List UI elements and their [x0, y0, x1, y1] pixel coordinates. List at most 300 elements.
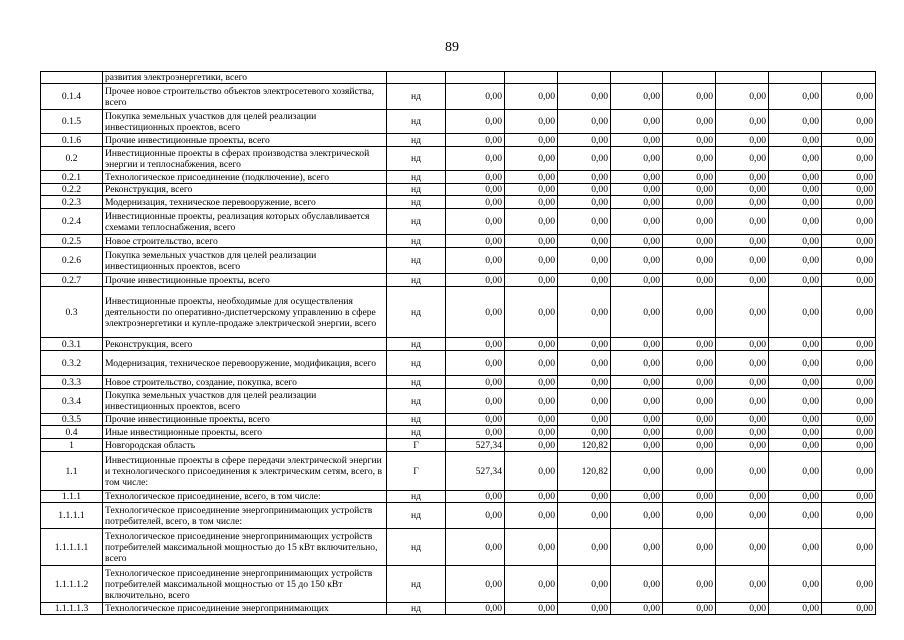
row-code-cell: 0.3.2: [41, 351, 103, 376]
row-value-cell: 0,00: [558, 529, 611, 566]
row-name-cell: Модернизация, техническое перевооружение, всего: [103, 196, 387, 209]
row-value-cell: 0,00: [822, 426, 876, 439]
row-value-cell: 0,00: [446, 184, 505, 196]
row-value-cell: [505, 72, 558, 84]
row-unit-cell: нд: [387, 84, 446, 110]
row-value-cell: 0,00: [611, 84, 663, 110]
row-name-cell: Инвестиционные проекты в сфере передачи электрической энергии и технологического присоединения к электрическим сетям, всего, в том числе:: [103, 452, 387, 491]
row-code-cell: 0.1.6: [41, 134, 103, 147]
row-code-cell: 1: [41, 439, 103, 452]
row-value-cell: 0,00: [505, 491, 558, 503]
row-value-cell: 0,00: [558, 414, 611, 426]
row-value-cell: 0,00: [769, 566, 822, 603]
row-unit-cell: нд: [387, 134, 446, 147]
row-value-cell: 0,00: [822, 248, 876, 274]
row-code-cell: 0.2: [41, 147, 103, 171]
row-unit-cell: нд: [387, 351, 446, 376]
row-value-cell: 527,34: [446, 452, 505, 491]
row-value-cell: 0,00: [505, 196, 558, 209]
row-value-cell: 0,00: [769, 209, 822, 235]
row-code-cell: 0.3.4: [41, 389, 103, 414]
row-name-cell: Технологическое присоединение энергопринимающих устройств потребителей, всего, в том числе:: [103, 503, 387, 529]
row-value-cell: 0,00: [505, 209, 558, 235]
row-value-cell: 0,00: [446, 274, 505, 287]
row-code-cell: 0.3.5: [41, 414, 103, 426]
row-value-cell: 0,00: [558, 84, 611, 110]
row-value-cell: 0,00: [822, 171, 876, 184]
row-value-cell: 0,00: [663, 503, 716, 529]
row-unit-cell: нд: [387, 248, 446, 274]
row-name-cell: Новое строительство, всего: [103, 235, 387, 248]
row-value-cell: 0,00: [558, 287, 611, 338]
row-value-cell: 0,00: [505, 351, 558, 376]
row-value-cell: 0,00: [558, 338, 611, 351]
row-name-cell: Покупка земельных участков для целей реализации инвестиционных проектов, всего: [103, 110, 387, 134]
row-code-cell: 0.1.4: [41, 84, 103, 110]
row-value-cell: 0,00: [822, 603, 876, 615]
row-value-cell: 0,00: [716, 235, 769, 248]
row-value-cell: 0,00: [769, 287, 822, 338]
row-value-cell: 0,00: [769, 248, 822, 274]
row-value-cell: 0,00: [446, 338, 505, 351]
row-value-cell: 0,00: [611, 184, 663, 196]
row-value-cell: 0,00: [769, 184, 822, 196]
row-value-cell: 0,00: [716, 338, 769, 351]
row-value-cell: 0,00: [769, 491, 822, 503]
row-value-cell: 0,00: [716, 566, 769, 603]
row-value-cell: 0,00: [611, 196, 663, 209]
row-value-cell: 0,00: [822, 376, 876, 389]
row-value-cell: [769, 72, 822, 84]
table-row: [41, 84, 876, 110]
row-value-cell: 0,00: [611, 389, 663, 414]
row-code-cell: 0.3.3: [41, 376, 103, 389]
row-value-cell: 0,00: [558, 603, 611, 615]
row-name-cell: Технологическое присоединение, всего, в том числе:: [103, 491, 387, 503]
table-row: [41, 452, 876, 491]
row-code-cell: 0.2.3: [41, 196, 103, 209]
row-code-cell: 1.1.1.1.3: [41, 603, 103, 615]
row-value-cell: 0,00: [822, 147, 876, 171]
table-row: [41, 235, 876, 248]
table-row: [41, 184, 876, 196]
row-value-cell: 0,00: [822, 84, 876, 110]
row-value-cell: 0,00: [769, 110, 822, 134]
page-number: 89: [445, 40, 459, 55]
row-name-cell: Технологическое присоединение энергопринимающих устройств потребителей максимальной мощностью от 15 до 150 кВт включительно, всего: [103, 566, 387, 603]
row-value-cell: 0,00: [769, 503, 822, 529]
row-value-cell: 0,00: [505, 147, 558, 171]
row-value-cell: 0,00: [611, 503, 663, 529]
row-value-cell: 0,00: [611, 134, 663, 147]
row-value-cell: 0,00: [822, 503, 876, 529]
table-row: [41, 376, 876, 389]
row-value-cell: 0,00: [446, 134, 505, 147]
row-value-cell: 0,00: [446, 426, 505, 439]
row-value-cell: [716, 72, 769, 84]
row-value-cell: 0,00: [716, 184, 769, 196]
row-code-cell: 0.2.4: [41, 209, 103, 235]
row-value-cell: 0,00: [769, 452, 822, 491]
row-value-cell: 0,00: [446, 529, 505, 566]
row-code-cell: 0.2.6: [41, 248, 103, 274]
row-value-cell: 0,00: [822, 196, 876, 209]
row-value-cell: 0,00: [505, 503, 558, 529]
row-value-cell: 0,00: [558, 491, 611, 503]
row-value-cell: 0,00: [822, 439, 876, 452]
row-code-cell: 0.3: [41, 287, 103, 338]
row-value-cell: 0,00: [558, 351, 611, 376]
row-unit-cell: нд: [387, 110, 446, 134]
row-value-cell: 120,82: [558, 452, 611, 491]
row-value-cell: 0,00: [769, 389, 822, 414]
row-value-cell: 0,00: [663, 426, 716, 439]
row-name-cell: Покупка земельных участков для целей реализации инвестиционных проектов, всего: [103, 389, 387, 414]
row-unit-cell: нд: [387, 491, 446, 503]
row-name-cell: Модернизация, техническое перевооружение, модификация, всего: [103, 351, 387, 376]
row-value-cell: 0,00: [716, 248, 769, 274]
row-unit-cell: Г: [387, 452, 446, 491]
row-value-cell: 0,00: [611, 439, 663, 452]
row-value-cell: 0,00: [822, 184, 876, 196]
row-value-cell: 0,00: [611, 171, 663, 184]
table-body: [41, 72, 876, 615]
row-value-cell: 0,00: [663, 209, 716, 235]
row-unit-cell: нд: [387, 171, 446, 184]
table-row: [41, 351, 876, 376]
row-unit-cell: нд: [387, 389, 446, 414]
row-value-cell: 0,00: [822, 351, 876, 376]
row-name-cell: Прочие инвестиционные проекты, всего: [103, 134, 387, 147]
row-code-cell: 1.1: [41, 452, 103, 491]
row-value-cell: 0,00: [611, 452, 663, 491]
row-value-cell: 0,00: [446, 84, 505, 110]
row-value-cell: 0,00: [769, 274, 822, 287]
row-value-cell: 0,00: [558, 209, 611, 235]
row-value-cell: 0,00: [505, 274, 558, 287]
row-value-cell: 0,00: [446, 351, 505, 376]
row-value-cell: 0,00: [769, 376, 822, 389]
row-value-cell: 0,00: [663, 414, 716, 426]
row-value-cell: 0,00: [505, 287, 558, 338]
row-value-cell: 0,00: [663, 196, 716, 209]
row-value-cell: 0,00: [663, 134, 716, 147]
row-value-cell: 0,00: [505, 134, 558, 147]
row-name-cell: развития электроэнергетики, всего: [103, 72, 387, 84]
row-value-cell: 0,00: [716, 414, 769, 426]
row-value-cell: 0,00: [558, 389, 611, 414]
row-name-cell: Новое строительство, создание, покупка, всего: [103, 376, 387, 389]
row-value-cell: 0,00: [822, 566, 876, 603]
row-value-cell: 0,00: [446, 196, 505, 209]
row-value-cell: 0,00: [769, 171, 822, 184]
row-value-cell: 0,00: [611, 110, 663, 134]
row-value-cell: 0,00: [663, 110, 716, 134]
row-value-cell: 0,00: [769, 134, 822, 147]
row-value-cell: 0,00: [611, 274, 663, 287]
row-value-cell: 0,00: [769, 235, 822, 248]
row-value-cell: 0,00: [663, 351, 716, 376]
row-unit-cell: нд: [387, 529, 446, 566]
row-unit-cell: [387, 72, 446, 84]
row-value-cell: 0,00: [446, 376, 505, 389]
row-value-cell: 0,00: [446, 491, 505, 503]
row-value-cell: 0,00: [446, 235, 505, 248]
row-unit-cell: нд: [387, 287, 446, 338]
row-unit-cell: нд: [387, 566, 446, 603]
row-value-cell: 0,00: [716, 603, 769, 615]
row-value-cell: 0,00: [769, 84, 822, 110]
row-value-cell: 0,00: [663, 389, 716, 414]
row-value-cell: 0,00: [716, 491, 769, 503]
table-row: [41, 72, 876, 84]
row-value-cell: 0,00: [716, 196, 769, 209]
row-code-cell: 1.1.1.1.1: [41, 529, 103, 566]
row-value-cell: 0,00: [505, 235, 558, 248]
table-row: [41, 171, 876, 184]
row-value-cell: 0,00: [446, 248, 505, 274]
row-value-cell: 0,00: [716, 274, 769, 287]
table-row: [41, 287, 876, 338]
row-value-cell: 0,00: [558, 184, 611, 196]
row-value-cell: 0,00: [558, 248, 611, 274]
row-value-cell: 0,00: [611, 566, 663, 603]
row-value-cell: [558, 72, 611, 84]
row-name-cell: Инвестиционные проекты, необходимые для осуществления деятельности по оперативно-диспетчерскому управлению в сфере электроэнергетики и купле-продаже электрической энергии, всего: [103, 287, 387, 338]
row-name-cell: Инвестиционные проекты в сферах производства электрической энергии и теплоснабжения, всего: [103, 147, 387, 171]
row-code-cell: 0.2.2: [41, 184, 103, 196]
row-value-cell: 0,00: [663, 274, 716, 287]
row-value-cell: 0,00: [611, 338, 663, 351]
row-value-cell: 0,00: [716, 209, 769, 235]
row-value-cell: 0,00: [446, 414, 505, 426]
row-code-cell: 0.4: [41, 426, 103, 439]
row-value-cell: 0,00: [769, 439, 822, 452]
row-value-cell: 0,00: [663, 235, 716, 248]
row-value-cell: 0,00: [663, 376, 716, 389]
row-value-cell: 0,00: [716, 439, 769, 452]
table-row: [41, 110, 876, 134]
table-row: [41, 414, 876, 426]
row-value-cell: 0,00: [822, 209, 876, 235]
row-name-cell: Прочее новое строительство объектов электросетевого хозяйства, всего: [103, 84, 387, 110]
row-code-cell: 1.1.1.1: [41, 503, 103, 529]
table-row: [41, 603, 876, 615]
row-value-cell: 120,82: [558, 439, 611, 452]
row-value-cell: 0,00: [716, 376, 769, 389]
investment-table: [40, 71, 876, 615]
row-value-cell: 0,00: [716, 147, 769, 171]
row-value-cell: 0,00: [558, 235, 611, 248]
row-value-cell: 0,00: [558, 566, 611, 603]
row-value-cell: 0,00: [663, 529, 716, 566]
row-value-cell: 0,00: [663, 248, 716, 274]
row-value-cell: 0,00: [663, 439, 716, 452]
table-row: [41, 338, 876, 351]
row-value-cell: 0,00: [822, 274, 876, 287]
table-row: [41, 248, 876, 274]
row-value-cell: 0,00: [505, 566, 558, 603]
row-value-cell: 0,00: [663, 171, 716, 184]
row-value-cell: 0,00: [558, 376, 611, 389]
row-value-cell: 0,00: [505, 389, 558, 414]
row-code-cell: 0.2.1: [41, 171, 103, 184]
row-value-cell: 0,00: [822, 134, 876, 147]
table-row: [41, 529, 876, 566]
row-value-cell: 0,00: [716, 287, 769, 338]
row-value-cell: 0,00: [611, 603, 663, 615]
row-name-cell: Технологическое присоединение энергопринимающих устройств потребителей максимальной мощностью до 15 кВт включительно, всего: [103, 529, 387, 566]
row-value-cell: 0,00: [611, 235, 663, 248]
row-value-cell: 0,00: [558, 110, 611, 134]
row-value-cell: 0,00: [611, 426, 663, 439]
row-name-cell: Технологическое присоединение (подключение), всего: [103, 171, 387, 184]
row-name-cell: Иные инвестиционные проекты, всего: [103, 426, 387, 439]
row-value-cell: 0,00: [558, 134, 611, 147]
row-value-cell: 0,00: [446, 209, 505, 235]
row-code-cell: 0.3.1: [41, 338, 103, 351]
row-value-cell: 0,00: [716, 134, 769, 147]
row-name-cell: Покупка земельных участков для целей реализации инвестиционных проектов, всего: [103, 248, 387, 274]
table-row: [41, 491, 876, 503]
row-value-cell: 0,00: [611, 287, 663, 338]
row-unit-cell: нд: [387, 338, 446, 351]
row-code-cell: [41, 72, 103, 84]
row-value-cell: 0,00: [558, 426, 611, 439]
row-value-cell: 0,00: [446, 389, 505, 414]
row-name-cell: Реконструкция, всего: [103, 184, 387, 196]
row-value-cell: 0,00: [505, 529, 558, 566]
row-value-cell: 527,34: [446, 439, 505, 452]
row-value-cell: 0,00: [716, 529, 769, 566]
row-value-cell: 0,00: [822, 338, 876, 351]
row-value-cell: 0,00: [822, 110, 876, 134]
row-value-cell: 0,00: [611, 209, 663, 235]
row-value-cell: 0,00: [611, 376, 663, 389]
row-value-cell: 0,00: [611, 414, 663, 426]
row-value-cell: [611, 72, 663, 84]
table-row: [41, 147, 876, 171]
row-value-cell: 0,00: [769, 414, 822, 426]
row-value-cell: 0,00: [505, 248, 558, 274]
row-value-cell: 0,00: [716, 426, 769, 439]
row-value-cell: 0,00: [663, 491, 716, 503]
row-name-cell: Прочие инвестиционные проекты, всего: [103, 274, 387, 287]
row-value-cell: 0,00: [822, 491, 876, 503]
row-unit-cell: нд: [387, 147, 446, 171]
row-unit-cell: нд: [387, 603, 446, 615]
row-value-cell: 0,00: [505, 84, 558, 110]
row-value-cell: 0,00: [558, 171, 611, 184]
row-value-cell: 0,00: [446, 566, 505, 603]
row-value-cell: 0,00: [611, 529, 663, 566]
row-value-cell: 0,00: [558, 503, 611, 529]
row-value-cell: 0,00: [611, 491, 663, 503]
table-row: [41, 209, 876, 235]
row-value-cell: 0,00: [446, 110, 505, 134]
row-code-cell: 0.2.5: [41, 235, 103, 248]
row-value-cell: 0,00: [663, 287, 716, 338]
row-value-cell: 0,00: [822, 235, 876, 248]
row-value-cell: 0,00: [822, 287, 876, 338]
row-value-cell: 0,00: [822, 529, 876, 566]
row-value-cell: 0,00: [446, 171, 505, 184]
row-value-cell: 0,00: [663, 147, 716, 171]
row-unit-cell: нд: [387, 209, 446, 235]
row-value-cell: 0,00: [663, 184, 716, 196]
row-value-cell: 0,00: [769, 351, 822, 376]
row-value-cell: 0,00: [769, 426, 822, 439]
row-unit-cell: нд: [387, 376, 446, 389]
row-value-cell: 0,00: [558, 147, 611, 171]
table-row: [41, 196, 876, 209]
row-value-cell: 0,00: [716, 84, 769, 110]
row-value-cell: 0,00: [716, 452, 769, 491]
row-value-cell: [663, 72, 716, 84]
row-value-cell: 0,00: [769, 196, 822, 209]
row-value-cell: 0,00: [505, 376, 558, 389]
row-value-cell: 0,00: [769, 529, 822, 566]
row-code-cell: 0.1.5: [41, 110, 103, 134]
row-value-cell: 0,00: [716, 389, 769, 414]
row-unit-cell: Г: [387, 439, 446, 452]
row-value-cell: 0,00: [716, 503, 769, 529]
row-value-cell: 0,00: [663, 452, 716, 491]
row-code-cell: 1.1.1.1.2: [41, 566, 103, 603]
row-value-cell: 0,00: [611, 248, 663, 274]
row-unit-cell: нд: [387, 414, 446, 426]
row-unit-cell: нд: [387, 196, 446, 209]
row-value-cell: 0,00: [611, 351, 663, 376]
row-name-cell: Реконструкция, всего: [103, 338, 387, 351]
row-name-cell: Технологическое присоединение энергопринимающих: [103, 603, 387, 615]
row-value-cell: 0,00: [505, 414, 558, 426]
row-value-cell: [446, 72, 505, 84]
row-unit-cell: нд: [387, 184, 446, 196]
row-value-cell: 0,00: [505, 603, 558, 615]
row-value-cell: 0,00: [505, 110, 558, 134]
row-value-cell: 0,00: [663, 603, 716, 615]
row-value-cell: 0,00: [611, 147, 663, 171]
row-name-cell: Новгородская область: [103, 439, 387, 452]
row-value-cell: 0,00: [822, 414, 876, 426]
row-unit-cell: нд: [387, 503, 446, 529]
row-unit-cell: нд: [387, 274, 446, 287]
row-value-cell: [822, 72, 876, 84]
row-value-cell: 0,00: [446, 287, 505, 338]
row-name-cell: Инвестиционные проекты, реализация которых обуславливается схемами теплоснабжения, всего: [103, 209, 387, 235]
row-code-cell: 0.2.7: [41, 274, 103, 287]
row-unit-cell: нд: [387, 235, 446, 248]
table-row: [41, 426, 876, 439]
row-name-cell: Прочие инвестиционные проекты, всего: [103, 414, 387, 426]
row-value-cell: 0,00: [822, 389, 876, 414]
row-value-cell: 0,00: [446, 503, 505, 529]
row-value-cell: 0,00: [769, 147, 822, 171]
row-value-cell: 0,00: [769, 603, 822, 615]
row-value-cell: 0,00: [505, 426, 558, 439]
row-value-cell: 0,00: [505, 439, 558, 452]
table-row: [41, 566, 876, 603]
row-value-cell: 0,00: [716, 110, 769, 134]
row-value-cell: 0,00: [446, 603, 505, 615]
table-row: [41, 503, 876, 529]
row-value-cell: 0,00: [663, 84, 716, 110]
row-unit-cell: нд: [387, 426, 446, 439]
table-row: [41, 134, 876, 147]
row-value-cell: 0,00: [716, 351, 769, 376]
row-code-cell: 1.1.1: [41, 491, 103, 503]
